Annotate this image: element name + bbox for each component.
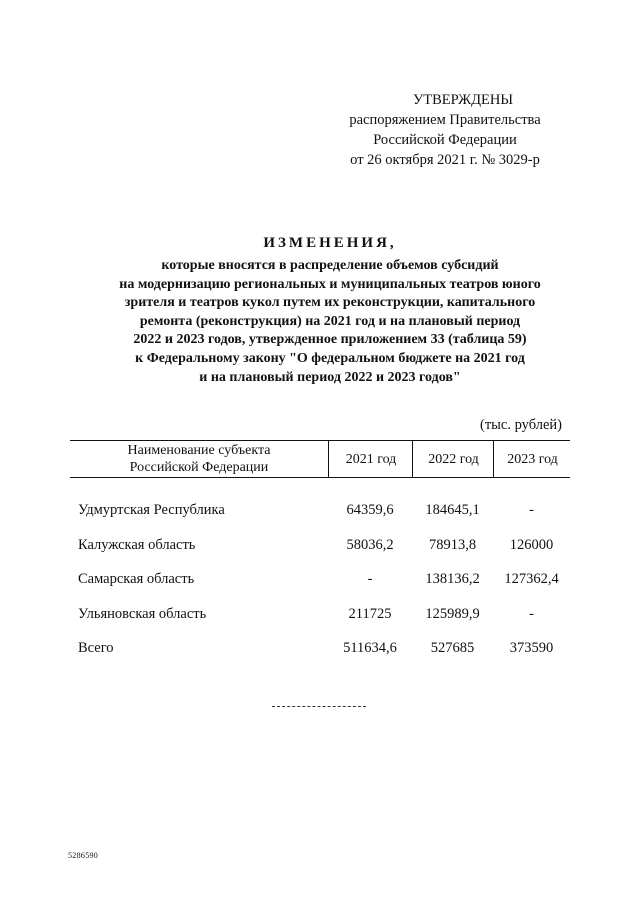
region-name: Удмуртская Республика xyxy=(78,502,225,518)
value-2021: 64359,6 xyxy=(346,502,394,518)
approval-stamp xyxy=(330,90,560,170)
table-row xyxy=(70,562,570,597)
subtitle-line: на модернизацию региональных и муниципальных театров юного xyxy=(119,276,541,292)
region-name: Самарская область xyxy=(78,571,195,587)
approval-line-3: от 26 октября 2021 г. № 3029-р xyxy=(350,152,540,168)
table-row xyxy=(70,528,570,563)
table-header xyxy=(70,440,570,478)
total-2023: 373590 xyxy=(509,640,554,656)
approval-line-1: распоряжением Правительства xyxy=(349,112,541,128)
table-body xyxy=(70,478,570,666)
subsidy-table xyxy=(70,440,570,666)
subtitle-line: и на плановый период 2022 и 2023 годов" xyxy=(199,369,461,385)
value-2022: 125989,9 xyxy=(425,605,480,622)
value-2023: - xyxy=(529,605,534,622)
value-2021: 58036,2 xyxy=(346,536,394,553)
table-row xyxy=(70,597,570,632)
header-name-line-1: Наименование субъекта xyxy=(127,443,271,458)
table-row-total xyxy=(70,631,570,666)
subtitle-line: 2022 и 2023 годов, утвержденное приложением 33 (таблица 59) xyxy=(133,332,527,348)
approval-line-2: Российской Федерации xyxy=(373,132,517,148)
header-2021: 2021 год xyxy=(328,441,413,477)
subtitle-line: к Федеральному закону "О федеральном бюджете на 2021 год xyxy=(135,350,525,366)
total-2021: 511634,6 xyxy=(343,640,397,656)
subtitle-line: которые вносятся в распределение объемов субсидий xyxy=(161,258,499,273)
table-row xyxy=(70,493,570,528)
document-title: ИЗМЕНЕНИЯ, xyxy=(263,235,397,251)
header-name-line-2: Российской Федерации xyxy=(129,460,269,475)
region-name: Ульяновская область xyxy=(78,605,207,622)
document-subtitle xyxy=(60,257,600,387)
total-2022: 527685 xyxy=(430,640,475,656)
approval-title: УТВЕРЖДЕНЫ xyxy=(412,92,514,108)
header-name xyxy=(70,441,328,477)
value-2022: 138136,2 xyxy=(425,571,480,587)
value-2022: 184645,1 xyxy=(425,502,480,518)
value-2021: 211725 xyxy=(348,605,392,622)
region-name: Калужская область xyxy=(78,536,196,553)
header-2022: 2022 год xyxy=(412,441,494,477)
header-2023: 2023 год xyxy=(493,441,571,477)
total-label: Всего xyxy=(78,640,114,656)
value-2023: 127362,4 xyxy=(504,571,559,587)
value-2023: 126000 xyxy=(509,536,554,553)
subtitle-line: ремонта (реконструкция) на 2021 год и на плановый период xyxy=(139,313,521,329)
subtitle-line: зрителя и театров кукол путем их реконструкции, капитального xyxy=(124,295,536,311)
value-2021: - xyxy=(367,571,373,587)
value-2023: - xyxy=(529,502,534,518)
document-code: 5286590 xyxy=(68,851,99,860)
value-2022: 78913,8 xyxy=(428,536,477,553)
end-divider xyxy=(272,706,366,707)
units-note: (тыс. рублей) xyxy=(480,417,562,433)
